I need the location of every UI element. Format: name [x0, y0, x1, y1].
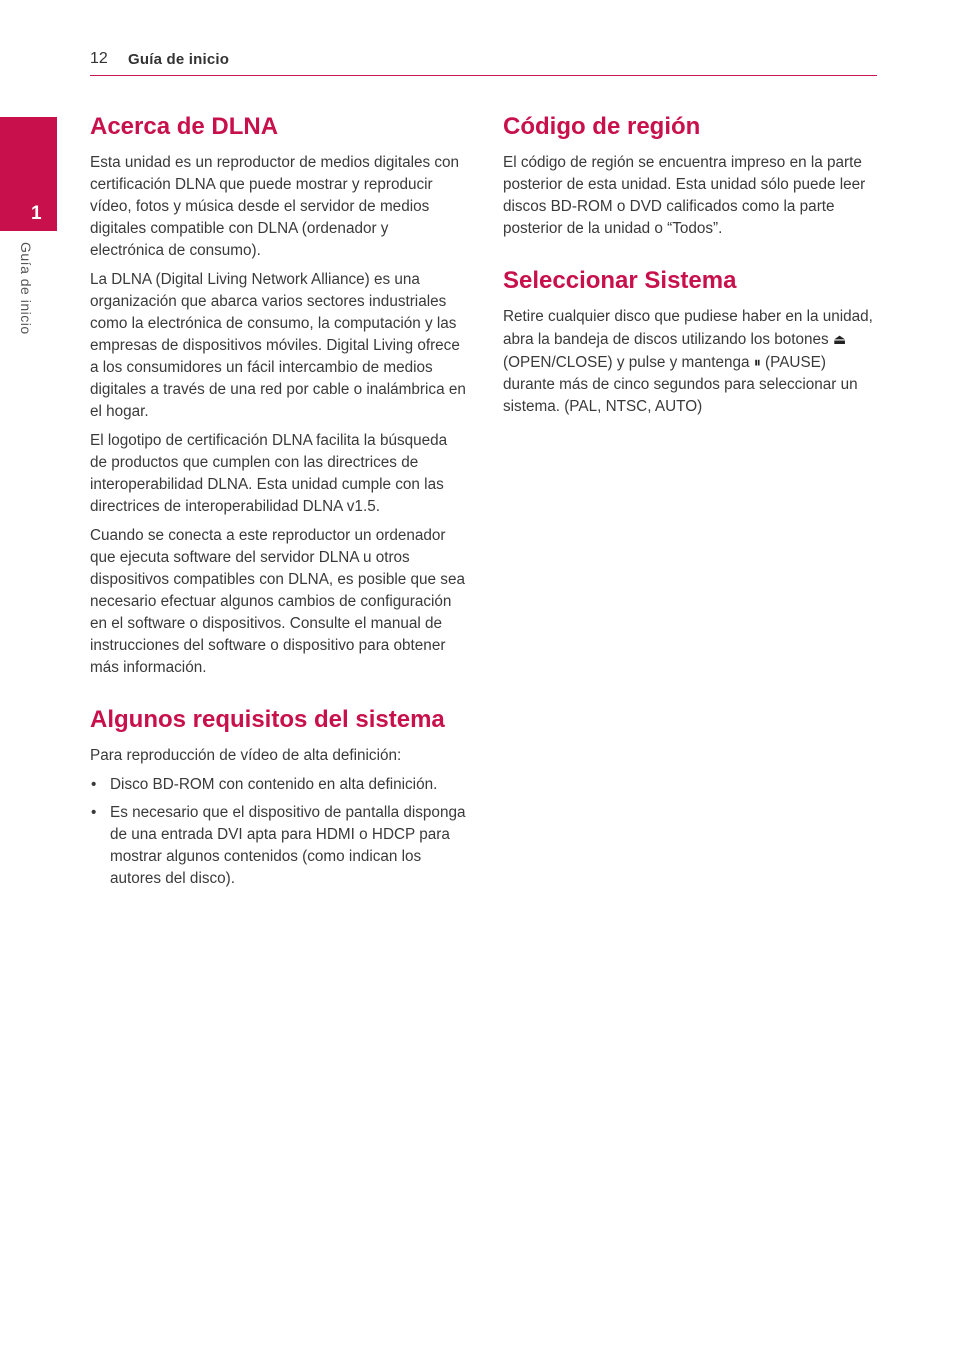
region-heading: Código de región — [503, 113, 701, 140]
system-heading: Seleccionar Sistema — [503, 267, 737, 294]
region-paragraph: El código de región se encuentra impreso en la parte posterior de esta unidad. Esta unidad sólo puede leer discos BD-ROM o DVD calificados como la parte posterior de la unidad o “Todos”. — [503, 154, 866, 237]
chapter-tab — [0, 117, 57, 231]
page-header — [90, 50, 877, 76]
chapter-number: 1 — [31, 203, 42, 224]
right-column — [503, 112, 879, 444]
system-text: (PAUSE) durante más de cinco segundos para seleccionar un sistema. (PAL, NTSC, AUTO) — [503, 354, 858, 415]
page-number: 12 — [90, 50, 108, 67]
requirements-intro: Para reproducción de vídeo de alta definición: — [90, 747, 402, 764]
dlna-heading: Acerca de DLNA — [90, 113, 279, 140]
system-text: (OPEN/CLOSE) y pulse y mantenga — [503, 354, 754, 371]
chapter-side-label: Guía de inicio — [18, 242, 34, 335]
requirements-heading: Algunos requisitos del sistema — [90, 706, 445, 733]
system-paragraph — [503, 306, 879, 418]
left-column — [90, 112, 466, 916]
system-section — [503, 266, 879, 418]
list-item-text: Disco BD-ROM con contenido en alta definición. — [110, 776, 438, 793]
list-item — [90, 802, 466, 890]
bullet-icon: • — [91, 804, 97, 821]
system-text: Retire cualquier disco que pudiese haber en la unidad, abra la bandeja de discos utilizando los botones — [503, 308, 873, 348]
dlna-paragraph: Esta unidad es un reproductor de medios digitales con certificación DLNA que puede mostrar y reproducir vídeo, fotos y música desde el servidor de medios digitales compatible con DLNA (ordenador y electrónica de consumo). — [90, 154, 460, 259]
dlna-paragraph: La DLNA (Digital Living Network Alliance) es una organización que abarca varios sectores industriales como la electrónica de consumo, la computación y las empresas de dispositivos móviles. Digital Living ofrece a los consumidores un fácil intercambio de medios digitales a través de una red por cable o inalámbrica en el hogar. — [90, 271, 466, 420]
dlna-paragraph: Cuando se conecta a este reproductor un ordenador que ejecuta software del servidor DLNA u otros dispositivos compatibles con DLNA, es posible que sea necesario efectuar algunos cambios de configuración en el software o dispositivos. Consulte el manual de instrucciones del software o dispositivo para obtener más información. — [90, 527, 465, 676]
pause-icon: ⏸ — [753, 354, 761, 370]
requirements-list — [90, 774, 466, 890]
requirements-section — [90, 705, 466, 890]
eject-icon: ⏏ — [832, 331, 847, 347]
bullet-icon: • — [91, 776, 97, 793]
dlna-paragraph: El logotipo de certificación DLNA facilita la búsqueda de productos que cumplen con las directrices de interoperabilidad DLNA. Esta unidad cumple con las directrices de interoperabilidad DLNA v1.5. — [90, 432, 448, 515]
list-item-text: Es necesario que el dispositivo de pantalla disponga de una entrada DVI apta para HDMI o HDCP para mostrar algunos contenidos (como indican los autores del disco). — [110, 804, 466, 887]
region-section — [503, 112, 879, 240]
running-title: Guía de inicio — [128, 51, 230, 68]
dlna-section — [90, 112, 466, 679]
list-item — [90, 774, 466, 796]
